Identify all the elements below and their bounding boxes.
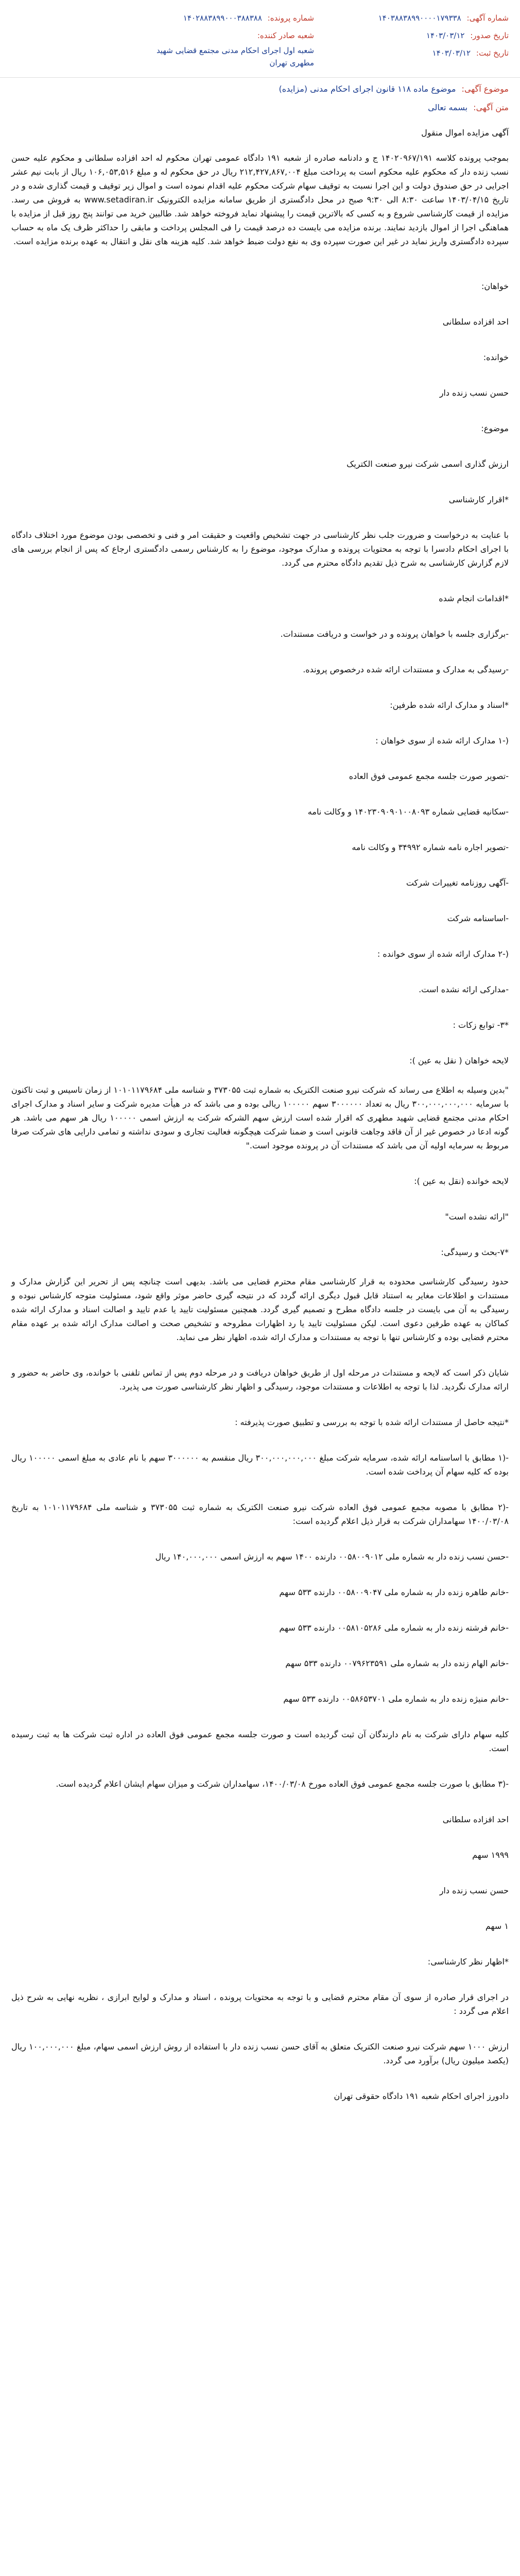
plaintiff-statement-heading: لایحه خواهان ( نقل به عین ): xyxy=(409,1056,509,1065)
notice-number-value: ۱۴۰۳۸۸۳۸۹۹۰۰۰۰۱۷۹۳۳۸ xyxy=(378,13,461,23)
review-heading: *۷-بحث و رسیدگی: xyxy=(441,1247,509,1257)
notice-number-row xyxy=(354,9,509,27)
plaintiff-name: احد افزاده سلطانی xyxy=(442,317,509,327)
doc-4: -آگهی روزنامه تغییرات شرکت xyxy=(406,878,509,888)
action-1: -برگزاری جلسه با خواهان پرونده و در خواست و دریافت مستندات. xyxy=(280,629,509,639)
shareholder-5: -خانم منیژه زنده دار به شماره ملی ۰۰۵۸۶۵۳۷۰۱ دارنده ۵۳۳ سهم xyxy=(283,1694,509,1704)
registration-date-label: تاریخ صدور: xyxy=(470,31,509,40)
registration-date-value: ۱۴۰۳/۰۳/۱۲ xyxy=(426,31,465,40)
plaintiffs-label: خواهان: xyxy=(481,281,509,291)
docs-plaintiff-heading: (-۱ مدارک ارائه شده از سوی خواهان : xyxy=(375,736,509,745)
shareholder-1: -حسن نسب زنده دار به شماره ملی ۰۰۵۸۰۰۹۰۱۲ دارنده ۱۴۰۰ سهم به ارزش اسمی ۱۴۰,۰۰۰,۰۰۰ ریال xyxy=(155,1552,509,1562)
conclusion: در اجرای قرار صادره از سوی آن مقام محترم قضایی و با توجه به محتویات پرونده ، اسناد و مدارک و لوایح ابرازی ، نظریه نهایی به شرح ذیل اعلام می گردد : xyxy=(11,1992,509,2016)
docs-defendant-heading: (-۲ مدارک ارائه شده از سوی خوانده : xyxy=(377,949,509,959)
plaintiff-statement: "بدین وسیله به اطلاع می رساند که شرکت نیرو صنعت الکتریک به شماره ثبت ۳۷۳۰۵۵ و شناسه ملی ۱۰۱۰۱۱۷۹۶۸۴ از زمان تاسیس و ثبت تاکنون با سرمایه ۳۰۰,۰۰۰,۰۰۰,۰۰۰ ریال به تعداد ۳۰۰۰۰۰۰ سهم ۱۰۰۰۰۰ ریالی بوده و می باشد که در هیأت مدیره شرکت و سایر اسناد و مدارک اجرای احکام مدنی مجتمع قضایی شهید مطهری که اقرار شده است ارزش سهم الشرکه شرکت به ارزش اسمی ۱۰۰۰۰۰ ریال هر سهم می باشد. هر گونه ادعا در خصوص غیر از آن فاقد وجاهت قانونی است و ضمنا شرکت هیچگونه فعالیت تجاری و سودی نداشته و تمامی دارایی های شرکت صرفا مربوط به سرمایه اولیه آن می باشد که مستندات آن در پرونده موجود است." xyxy=(11,1085,509,1150)
header-right-meta xyxy=(354,9,509,62)
shareholder-3: -خانم فرشته زنده دار به شماره ملی ۰۰۵۸۱۰۵۲۸۶ دارنده ۵۳۳ سهم xyxy=(279,1623,509,1633)
notice-number-label: شماره آگهی: xyxy=(466,13,509,23)
subject-row xyxy=(11,82,509,96)
print-date-value: ۱۴۰۳/۰۳/۱۲ xyxy=(432,48,471,58)
issuing-branch-label: شعبه صادر کننده: xyxy=(257,31,314,40)
defendant-statement: "ارائه نشده است" xyxy=(445,1212,509,1222)
header-mid-meta xyxy=(144,9,314,69)
text-value: بسمه تعالی xyxy=(428,103,468,112)
text-row xyxy=(11,101,509,114)
doc-5: -اساسنامه شرکت xyxy=(447,913,509,923)
defendant-name: حسن نسب زنده دار xyxy=(439,388,509,398)
docs-heading: *اسناد و مدارک ارائه شده طرفین: xyxy=(390,700,509,710)
plaintiff-shares-label: احد افزاده سلطانی xyxy=(442,1815,509,1824)
doc-def-1: -مدارکی ارائه نشده است. xyxy=(419,985,509,994)
result-3: -(۳ مطابق با صورت جلسه مجمع عمومی فوق العاده مورخ ۱۴۰۰/۰۳/۰۸، سهامداران شرکت و میزان سهام ایشان اعلام گردیده است. xyxy=(56,1779,509,1789)
notice-title: آگهی مزایده اموال منقول xyxy=(421,128,509,138)
subject-label: موضوع آگهی: xyxy=(461,84,509,94)
plaintiff-shares-value: ۱۹۹۹ سهم xyxy=(472,1850,509,1860)
issuing-branch-row xyxy=(144,27,314,44)
defendants-label: خوانده: xyxy=(483,352,509,362)
case-number-value: ۱۴۰۲۸۸۳۸۹۹۰۰۰۳۸۸۳۸۸ xyxy=(183,13,262,23)
doc-2: -سکانیه قضایی شماره ۱۴۰۲۳۰۹۰۹۰۱۰۰۸۰۹۳ و وکالت نامه xyxy=(307,807,509,817)
total-shares-note: کلیه سهام دارای شرکت به نام دارندگان آن ثبت گردیده است و صورت جلسه مجمع عمومی فوق العاده در اداره ثبت شرکت ها به ثبت رسیده است. xyxy=(11,1730,509,1753)
notice-header xyxy=(0,0,520,78)
review-2: شایان ذکر است که لایحه و مستندات در مرحله اول از طریق خواهان دریافت و در مرحله دوم پس از تماس تلفنی با خوانده، وی حاضر به حضور و ارائه مدارک نگردید. لذا با توجه به اطلاعات و مستندات موجود، رسیدگی و اظهار نظر کارشناسی صورت می پذیرد. xyxy=(11,1368,509,1392)
review-1: حدود رسیدگی کارشناسی محدوده به قرار کارشناسی مقام محترم قضایی می باشد. بدیهی است چنانچه پس از تحریر این گزارش مدارک و مستندات و اطلاعات مغایر به استناد قابل قبول دیگری ارائه گردد که در نتیجه گیری حاضر موثر واقع شود، مسئولیت متوجه کارشناس نبوده و رسیدگی به آن می بایست در جلسه دادگاه مطرح و تصمیم گیری گردد. همچنین مسئولیت تایید یا عدم تایید و اصالت اسناد و مدارک ارائه شده کماکان به عهده طرفین دعوی است. لیکن مسئولیت تایید یا رد اظهارات مطروحه و تشخیص صحت و اصالت مدارک ارائه شده بر عهده مقام محترم قضایی بوده و کارشناس تنها با توجه به مستندات و مدارک ارائه شده، اظهار نظر می نماید. xyxy=(11,1277,509,1342)
print-date-label: تاریخ ثبت: xyxy=(476,48,509,58)
case-number-label: شماره پرونده: xyxy=(267,13,314,23)
notice-intro: بموجب پرونده کلاسه ۱۴۰۲۰۹۶۷/۱۹۱ ج و دادنامه صادره از شعبه ۱۹۱ دادگاه عمومی تهران محکوم له احد افزاده سلطانی و محکوم علیه حسن نسب زنده دار که محکوم علیه محکوم است به پرداخت مبلغ ۲۱۲,۴۲۷,۸۶۷,۰۰۴ ریال در حق محکوم له و مبلغ ۱۰۶,۰۵۳,۵۱۶ ریال از بابت نیم عشر اجرایی در حق صندوق دولت و این اجرا نسبت به توقیف سهام شرکت محکوم علیه اقدام نموده است و اموال زیر توقیف و قیمت گذاری شده و در تاریخ ۱۴۰۳/۰۴/۱۵ ساعت ۸:۳۰ الی ۹:۳۰ صبح در محل دادگستری از طریق سامانه مزایده الکترونیک www.setadiran.ir به فروش می رسد. مزایده از قیمت کارشناسی شروع و به کسی که بالاترین قیمت را پیشنهاد نماید فروخته خواهد شد. طالبین خرید می توانند پنج روز قبل از مزایده با هماهنگی اجرا از اموال بازدید نمایند. برنده مزایده می بایست ده درصد قیمت را فی المجلس پرداخت و مابقی را حداکثر ظرف یک ماه به حساب سپرده دادگستری واریز نماید در غیر این صورت سپرده وی به نفع دولت ضبط خواهد شد. کلیه هزینه های نقل و انتقال به عهده برنده مزایده است. xyxy=(11,153,509,246)
expert-intro: با عنایت به درخواست و ضرورت جلب نظر کارشناسی در جهت تشخیص واقعیت و حقیقت امر و فنی و تخصصی بودن موضوع مورد اختلاف دادگاه با اجرای احکام دادسرا با توجه به محتویات پرونده و مدارک موجود، موضوع را به کارشناس رسمی دادگستری ارجاع که پس از انجام بررسی های لازم گزارش کارشناسی به شرح ذیل تقدیم دادگاه محترم می گردد. xyxy=(11,530,509,568)
result-2: -(۲ مطابق با مصوبه مجمع عمومی فوق العاده شرکت نیرو صنعت الکتریک به شماره ثبت ۳۷۳۰۵۵ و شناسه ملی ۱۰۱۰۱۱۷۹۶۸۴ به تاریخ ۱۴۰۰/۰۳/۰۸ سهامداران شرکت به قرار ذیل اعلام گردیده است: xyxy=(11,1502,509,1526)
case-number-row xyxy=(144,9,314,27)
conclusion-heading: *اظهار نظر کارشناسی: xyxy=(427,1957,509,1967)
defendant-shares-value: ۱ سهم xyxy=(485,1921,509,1931)
subject-heading: موضوع: xyxy=(481,423,509,433)
issuing-branch-value: شعبه اول اجرای احکام مدنی مجتمع قضایی شهید مطهری تهران xyxy=(156,46,314,67)
print-date-row xyxy=(354,44,509,62)
doc-3: -تصویر اجاره نامه شماره ۳۴۹۹۲ و وکالت نامه xyxy=(352,842,509,852)
doc-1: -تصویر صورت جلسه مجمع عمومی فوق العاده xyxy=(349,771,509,781)
final-value: ارزش ۱۰۰۰ سهم شرکت نیرو صنعت الکتریک متعلق به آقای حسن نسب زنده دار با استفاده از روش ارزش اسمی سهام، مبلغ ۱۰۰,۰۰۰,۰۰۰ ریال (یکصد میلیون ریال) برآورد می گردد. xyxy=(11,2042,509,2065)
defendant-statement-heading: لایحه خوانده (نقل به عین ): xyxy=(414,1176,509,1186)
actions-heading: *اقدامات انجام شده xyxy=(439,594,509,603)
expert-report-heading: *اقرار کارشناسی xyxy=(448,495,509,504)
shareholder-2: -خانم طاهره زنده دار به شماره ملی ۰۰۵۸۰۰۹۰۴۷ دارنده ۵۳۳ سهم xyxy=(279,1587,509,1597)
subject-text: ارزش گذاری اسمی شرکت نیرو صنعت الکتریک xyxy=(346,459,509,469)
results-heading: *نتیجه حاصل از مستندات ارائه شده با توجه به بررسی و تطبیق صورت پذیرفته : xyxy=(235,1417,509,1427)
text-label: متن آگهی: xyxy=(473,103,509,112)
result-1: -(۱ مطابق با اساسنامه ارائه شده، سرمایه شرکت مبلغ ۳۰۰,۰۰۰,۰۰۰,۰۰۰ ریال منقسم به ۳۰۰۰۰۰۰ سهم با نام عادی به مبلغ اسمی ۱۰۰۰۰۰ ریال بوده که کلیه سهام آن پرداخت شده است. xyxy=(11,1453,509,1477)
doc-def-2: *۳- توابع زکات : xyxy=(453,1020,509,1030)
subject-value: موضوع ماده ۱۱۸ قانون اجرای احکام مدنی (مزایده) xyxy=(279,84,456,94)
signature: دادورز اجرای احکام شعبه ۱۹۱ دادگاه حقوقی تهران xyxy=(334,2091,509,2101)
defendant-shares-label: حسن نسب زنده دار xyxy=(439,1886,509,1895)
action-2: -رسیدگی به مدارک و مستندات ارائه شده درخصوص پرونده. xyxy=(303,665,509,674)
notice-content xyxy=(11,82,509,2103)
registration-date-row xyxy=(354,27,509,44)
shareholder-4: -خانم الهام زنده دار به شماره ملی ۰۰۷۹۶۲۳۵۹۱ دارنده ۵۳۳ سهم xyxy=(285,1658,509,1668)
